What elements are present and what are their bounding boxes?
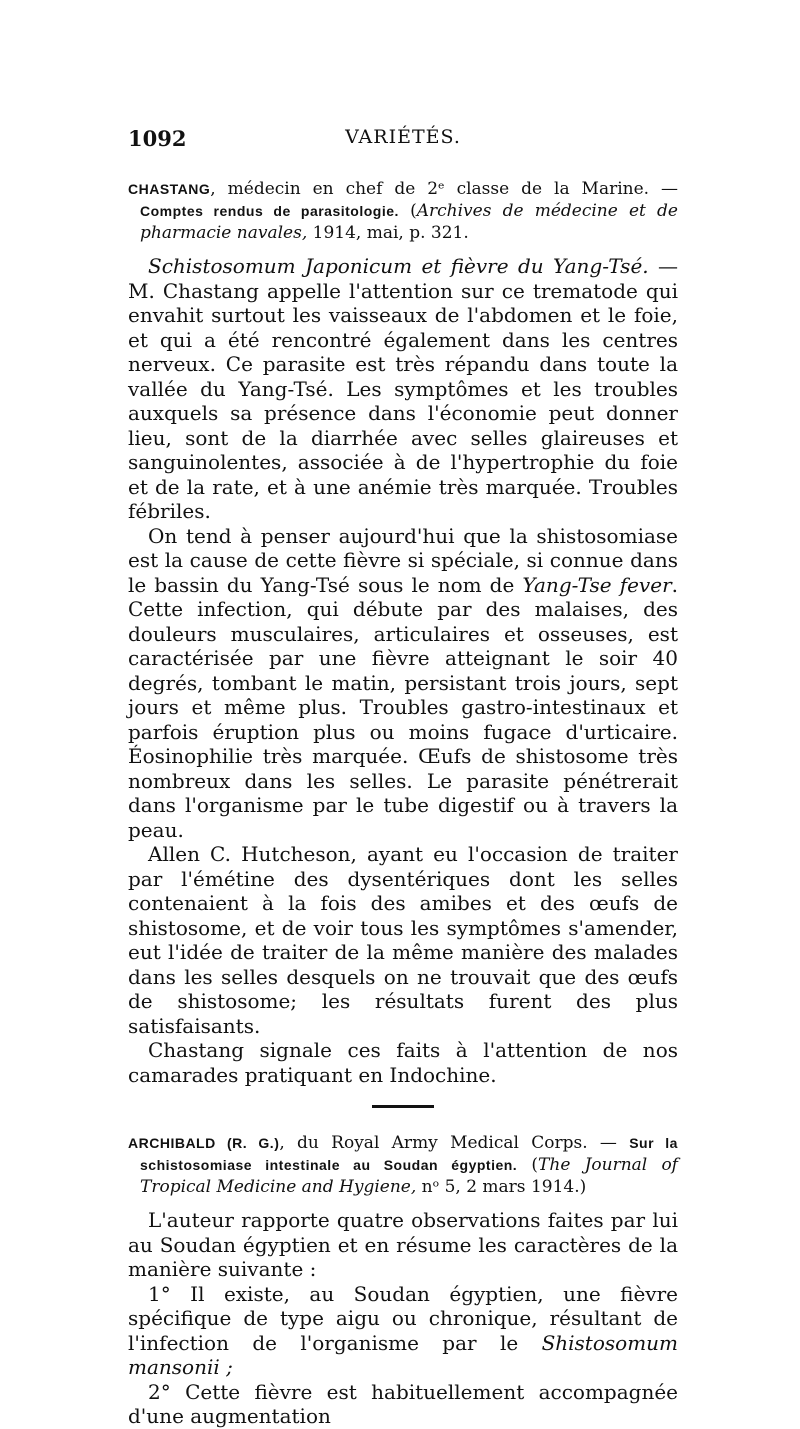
review-1-paragraph-2 bbox=[128, 524, 678, 843]
page bbox=[128, 118, 678, 1429]
review-1-reference bbox=[128, 178, 678, 244]
section-divider bbox=[372, 1105, 434, 1108]
review-2-source: The Journal of Tropical Medicine and Hygiene, bbox=[140, 1155, 678, 1197]
review-2-author-desc: , du Royal Army Medical Corps. — bbox=[279, 1133, 630, 1153]
review-1-p1-text: — M. Chastang appelle l'attention sur ce trematode qui envahit surtout les vaisseaux de l'abdomen et le foie, et qui a été rencontré également dans les centres nerveux. Ce parasite est très répandu dans toute la vallée du Yang-Tsé. Les symptômes et les troubles auxquels sa présence dans l'économie peut donner lieu, sont de la diarrhée avec selles glaireuses et sanguinolentes, associée à de l'hypertrophie du foie et de la rate, et à une anémie très marquée. Troubles fébriles. bbox=[128, 254, 679, 523]
review-2-p2-italic: Shistosomum mansonii ; bbox=[128, 1330, 678, 1379]
review-2-section: Sur la schistosomiase intestinale au Soudan égyptien. bbox=[140, 1135, 678, 1173]
review-1-p2-italic: Yang-Tse fever bbox=[522, 572, 672, 597]
review-1-p2b-text: . Cette infection, qui débute par des malaises, des douleurs musculaires, articulaires et osseuses, est caractérisée par une fièvre atteignant le soir 40 degrés, tombant le matin, persistant trois jours, sept jours et même plus. Troubles gastro-intestinaux et parfois éruption plus ou moins fugace d'urticaire. Éosinophilie très marquée. Œufs de shistosome très nombreux dans les selles. Le parasite pénétrerait dans l'organisme par le tube digestif ou à travers la peau. bbox=[128, 572, 678, 842]
review-2-paragraph-2 bbox=[128, 1282, 678, 1380]
review-2-source-open: ( bbox=[517, 1155, 539, 1175]
review-1-p2a-text: On tend à penser aujourd'hui que la shistosomiase est la cause de cette fièvre si spéciale, si connue dans le bassin du Yang-Tsé sous le nom de bbox=[128, 523, 678, 597]
review-1-author-desc: , médecin en chef de 2ᵉ classe de la Marine. — bbox=[210, 179, 678, 199]
page-number: 1092 bbox=[128, 126, 187, 151]
review-2-author: ARCHIBALD (R. G.) bbox=[128, 1135, 280, 1151]
review-2-p2a-text: 1° Il existe, au Soudan égyptien, une fièvre spécifique de type aigu ou chronique, résultant de l'infection de l'organisme par le bbox=[128, 1281, 678, 1355]
review-2-paragraph-3: 2° Cette fièvre est habituellement accompagnée d'une augmentation bbox=[128, 1379, 678, 1428]
review-1-source-detail: 1914, mai, p. 321. bbox=[307, 223, 469, 243]
review-1-section: Comptes rendus de parasitologie. bbox=[140, 203, 399, 219]
review-1-author: CHASTANG bbox=[128, 181, 211, 197]
review-1-title: Schistosomum Japonicum et fièvre du Yang-Tsé. bbox=[148, 254, 649, 278]
review-1-source-open: ( bbox=[398, 201, 417, 221]
review-2-source-detail: nᵒ 5, 2 mars 1914.) bbox=[416, 1177, 587, 1197]
review-1-paragraph-1 bbox=[128, 254, 678, 524]
review-1-paragraph-4: Chastang signale ces faits à l'attention de nos camarades pratiquant en Indochine. bbox=[128, 1038, 678, 1087]
page-header bbox=[128, 118, 678, 158]
review-1-source: Archives de médecine et de pharmacie navales, bbox=[140, 201, 678, 243]
review-2-reference bbox=[128, 1132, 678, 1198]
review-2-paragraph-1: L'auteur rapporte quatre observations faites par lui au Soudan égyptien et en résume les caractères de la manière suivante : bbox=[128, 1208, 678, 1281]
review-1-paragraph-3: Allen C. Hutcheson, ayant eu l'occasion de traiter par l'émétine des dysentériques dont les selles contenaient à la fois des amibes et des œufs de shistosome, et de voir tous les symptômes s'amender, eut l'idée de traiter de la même manière des malades dans les selles desquels on ne trouvait que des œufs de shistosome; les résultats furent des plus satisfaisants. bbox=[128, 842, 678, 1038]
running-title: VARIÉTÉS. bbox=[345, 126, 461, 148]
